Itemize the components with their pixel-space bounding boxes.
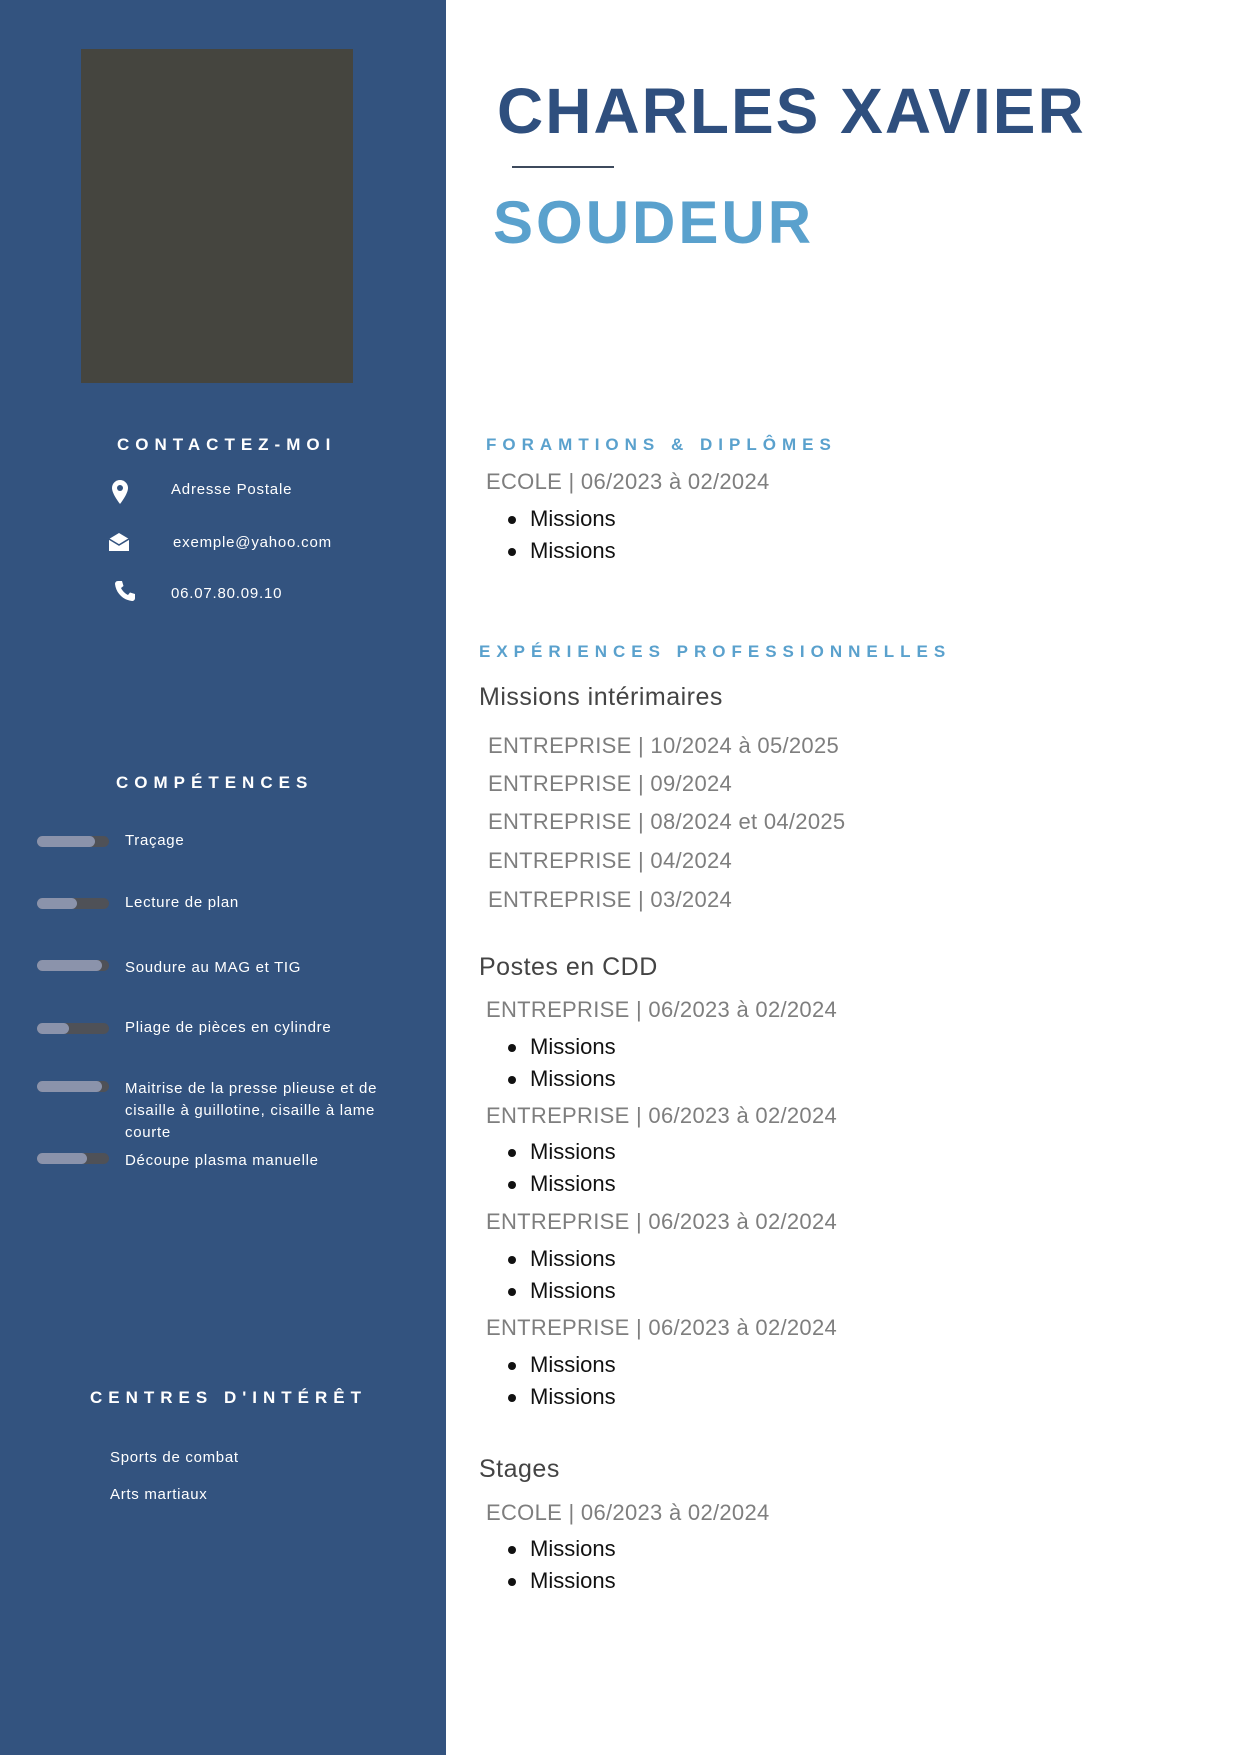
- cdd-missions: [508, 1136, 616, 1200]
- skill-level-bar: [37, 836, 109, 847]
- cdd-missions: [508, 1349, 616, 1413]
- skill-level-bar: [37, 1023, 109, 1034]
- contact-email[interactable]: exemple@yahoo.com: [173, 534, 332, 551]
- cdd-entry: ENTREPRISE | 06/2023 à 02/2024: [486, 1103, 838, 1128]
- cdd-entry: ENTREPRISE | 06/2023 à 02/2024: [486, 1209, 838, 1234]
- skill-label: Soudure au MAG et TIG: [125, 959, 302, 976]
- interim-entry: ENTREPRISE | 10/2024 à 05/2025: [488, 733, 840, 758]
- contact-phone[interactable]: 06.07.80.09.10: [171, 585, 283, 602]
- mission-item: Missions: [508, 1168, 616, 1200]
- skill-level-bar: [37, 898, 109, 909]
- mission-item: Missions: [508, 1063, 616, 1095]
- skill-label: Traçage: [125, 832, 185, 849]
- skill-label: Découpe plasma manuelle: [125, 1152, 319, 1169]
- phone-icon: [114, 579, 136, 603]
- experience-heading: EXPÉRIENCES PROFESSIONNELLES: [479, 642, 952, 661]
- cdd-entry: ENTREPRISE | 06/2023 à 02/2024: [486, 997, 838, 1022]
- mission-item: Missions: [508, 1565, 616, 1597]
- sidebar: [0, 0, 446, 1755]
- education-heading: FORAMTIONS & DIPLÔMES: [486, 435, 837, 454]
- envelope-icon: [108, 530, 130, 554]
- skill-level-bar: [37, 960, 109, 971]
- education-missions: [508, 503, 616, 567]
- mission-item: Missions: [508, 1381, 616, 1413]
- mission-item: Missions: [508, 535, 616, 567]
- mission-item: Missions: [508, 1243, 616, 1275]
- cdd-entry: ENTREPRISE | 06/2023 à 02/2024: [486, 1315, 838, 1340]
- interim-entry: ENTREPRISE | 04/2024: [488, 848, 733, 873]
- mission-item: Missions: [508, 1031, 616, 1063]
- interim-heading: Missions intérimaires: [479, 683, 723, 711]
- education-entry: ECOLE | 06/2023 à 02/2024: [486, 469, 770, 494]
- mission-item: Missions: [508, 1136, 616, 1168]
- skill-label: Pliage de pièces en cylindre: [125, 1019, 332, 1036]
- job-title: SOUDEUR: [493, 189, 815, 256]
- mission-item: Missions: [508, 1275, 616, 1307]
- skill-label: Lecture de plan: [125, 894, 239, 911]
- profile-photo-placeholder: [81, 49, 353, 383]
- skill-level-bar: [37, 1081, 109, 1092]
- interests-heading: CENTRES D'INTÉRÊT: [90, 1388, 367, 1407]
- interim-entry: ENTREPRISE | 09/2024: [488, 771, 733, 796]
- location-pin-icon: [109, 480, 131, 504]
- stages-heading: Stages: [479, 1455, 560, 1483]
- title-divider: [512, 166, 614, 168]
- cdd-missions: [508, 1243, 616, 1307]
- mission-item: Missions: [508, 1533, 616, 1565]
- interim-entry: ENTREPRISE | 08/2024 et 04/2025: [488, 809, 846, 834]
- skill-level-bar: [37, 1153, 109, 1164]
- cdd-missions: [508, 1031, 616, 1095]
- mission-item: Missions: [508, 1349, 616, 1381]
- interest-item: Sports de combat: [110, 1449, 239, 1466]
- stages-entry: ECOLE | 06/2023 à 02/2024: [486, 1500, 770, 1525]
- stages-missions: [508, 1533, 616, 1597]
- cdd-heading: Postes en CDD: [479, 953, 658, 981]
- interest-item: Arts martiaux: [110, 1486, 208, 1503]
- candidate-name: CHARLES XAVIER: [497, 75, 1086, 147]
- skills-heading: COMPÉTENCES: [116, 773, 314, 792]
- interim-entry: ENTREPRISE | 03/2024: [488, 887, 733, 912]
- contact-heading: CONTACTEZ-MOI: [117, 435, 337, 454]
- contact-address: Adresse Postale: [171, 481, 293, 498]
- mission-item: Missions: [508, 503, 616, 535]
- skill-label: Maitrise de la presse plieuse et de cisaille à guillotine, cisaille à lame courte: [125, 1080, 378, 1141]
